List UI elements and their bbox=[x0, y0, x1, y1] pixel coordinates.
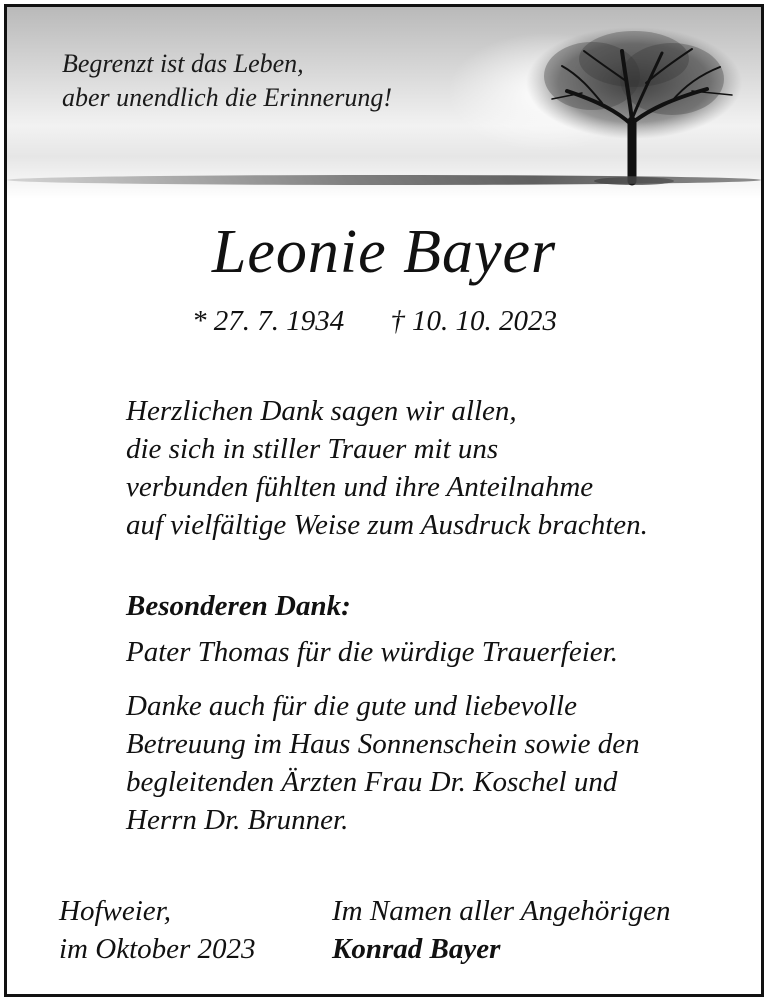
motto-line-2: aber unendlich die Erinnerung! bbox=[62, 83, 392, 112]
care-line: Danke auch für die gute und liebevolle bbox=[126, 690, 577, 722]
care-line: begleitenden Ärzten Frau Dr. Koschel und bbox=[126, 766, 618, 798]
obituary-notice bbox=[4, 4, 764, 997]
special-thanks-pater: Pater Thomas für die würdige Trauerfeier. bbox=[126, 636, 618, 668]
date: im Oktober 2023 bbox=[59, 933, 256, 965]
death-date: † 10. 10. 2023 bbox=[390, 305, 557, 337]
deceased-name: Leonie Bayer bbox=[211, 218, 557, 286]
motto bbox=[62, 47, 392, 115]
thanks-line: auf vielfältige Weise zum Ausdruck brachten. bbox=[126, 509, 648, 541]
place: Hofweier, bbox=[59, 895, 171, 927]
place-and-date bbox=[59, 892, 256, 968]
on-behalf: Im Namen aller Angehörigen bbox=[332, 895, 671, 927]
signatory: Konrad Bayer bbox=[332, 933, 501, 965]
life-dates bbox=[192, 303, 557, 339]
thanks-paragraph bbox=[126, 392, 648, 544]
header-band bbox=[7, 7, 761, 199]
care-line: Herrn Dr. Brunner. bbox=[126, 804, 349, 836]
special-thanks-care bbox=[126, 687, 640, 839]
tree-icon bbox=[522, 21, 752, 189]
motto-line-1: Begrenzt ist das Leben, bbox=[62, 49, 304, 78]
thanks-line: Herzlichen Dank sagen wir allen, bbox=[126, 395, 517, 427]
birth-date: * 27. 7. 1934 bbox=[192, 305, 345, 337]
thanks-line: die sich in stiller Trauer mit uns bbox=[126, 433, 499, 465]
care-line: Betreuung im Haus Sonnenschein sowie den bbox=[126, 728, 640, 760]
thanks-line: verbunden fühlten und ihre Anteilnahme bbox=[126, 471, 594, 503]
signoff bbox=[332, 892, 671, 968]
special-thanks-heading: Besonderen Dank: bbox=[126, 590, 351, 622]
